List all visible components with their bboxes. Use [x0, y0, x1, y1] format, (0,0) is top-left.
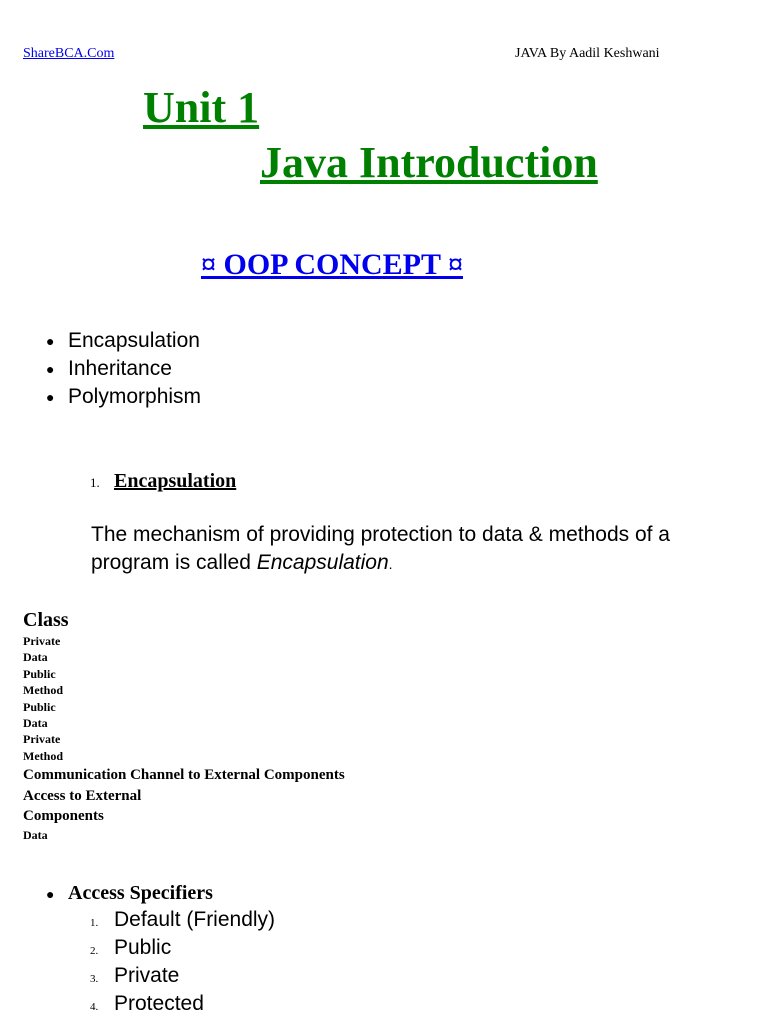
list-item: Method: [23, 748, 63, 763]
class-heading: Class: [23, 609, 69, 631]
bullet-dot-icon: ●: [46, 886, 55, 903]
list-item: Method: [23, 683, 63, 698]
access-specifiers-heading: ● Access Specifiers: [46, 880, 213, 907]
list-item: ● Polymorphism: [46, 383, 201, 411]
subject-title: Java Introduction: [260, 138, 598, 187]
list-item: 3. Private: [90, 964, 180, 987]
list-item: Public: [23, 666, 56, 681]
author-label: JAVA By Aadil Keshwani: [515, 46, 660, 61]
encapsulation-definition: The mechanism of providing protection to data & methods of a program is called Encapsulation.: [91, 523, 670, 574]
list-item: Components: [23, 808, 104, 824]
list-item: Communication Channel to External Components: [23, 767, 345, 783]
oop-concept-heading[interactable]: ¤ OOP CONCEPT ¤: [201, 248, 463, 281]
oop-concepts-list: [46, 327, 201, 411]
unit-title: Unit 1: [143, 83, 260, 132]
class-data-label: Data: [23, 828, 48, 842]
list-item: Access to External: [23, 787, 142, 804]
class-members-list: [23, 633, 63, 764]
section-title: Encapsulation: [114, 470, 237, 492]
encapsulation-section-heading: [90, 468, 236, 496]
access-specifiers-list: [90, 906, 275, 1018]
bullet-dot-icon: ●: [46, 361, 55, 378]
list-item: 2. Public: [90, 936, 172, 959]
encapsulation-term: Encapsulation: [256, 551, 389, 574]
bullet-dot-icon: ●: [46, 389, 55, 406]
list-item: Public: [23, 699, 56, 714]
list-item: Private: [23, 634, 61, 648]
list-item: 4. Protected: [90, 992, 204, 1015]
list-item: Data: [23, 715, 48, 730]
list-item: 1. Default (Friendly): [90, 908, 276, 931]
list-item: ● Inheritance: [46, 355, 201, 383]
list-item: Private: [23, 732, 61, 747]
sharebca-link[interactable]: ShareBCA.Com: [23, 46, 115, 61]
class-channel-list: [23, 765, 345, 827]
bullet-dot-icon: ●: [46, 333, 55, 350]
list-item: ● Encapsulation: [46, 327, 201, 355]
list-item: Data: [23, 650, 48, 665]
section-number: 1.: [90, 475, 100, 490]
